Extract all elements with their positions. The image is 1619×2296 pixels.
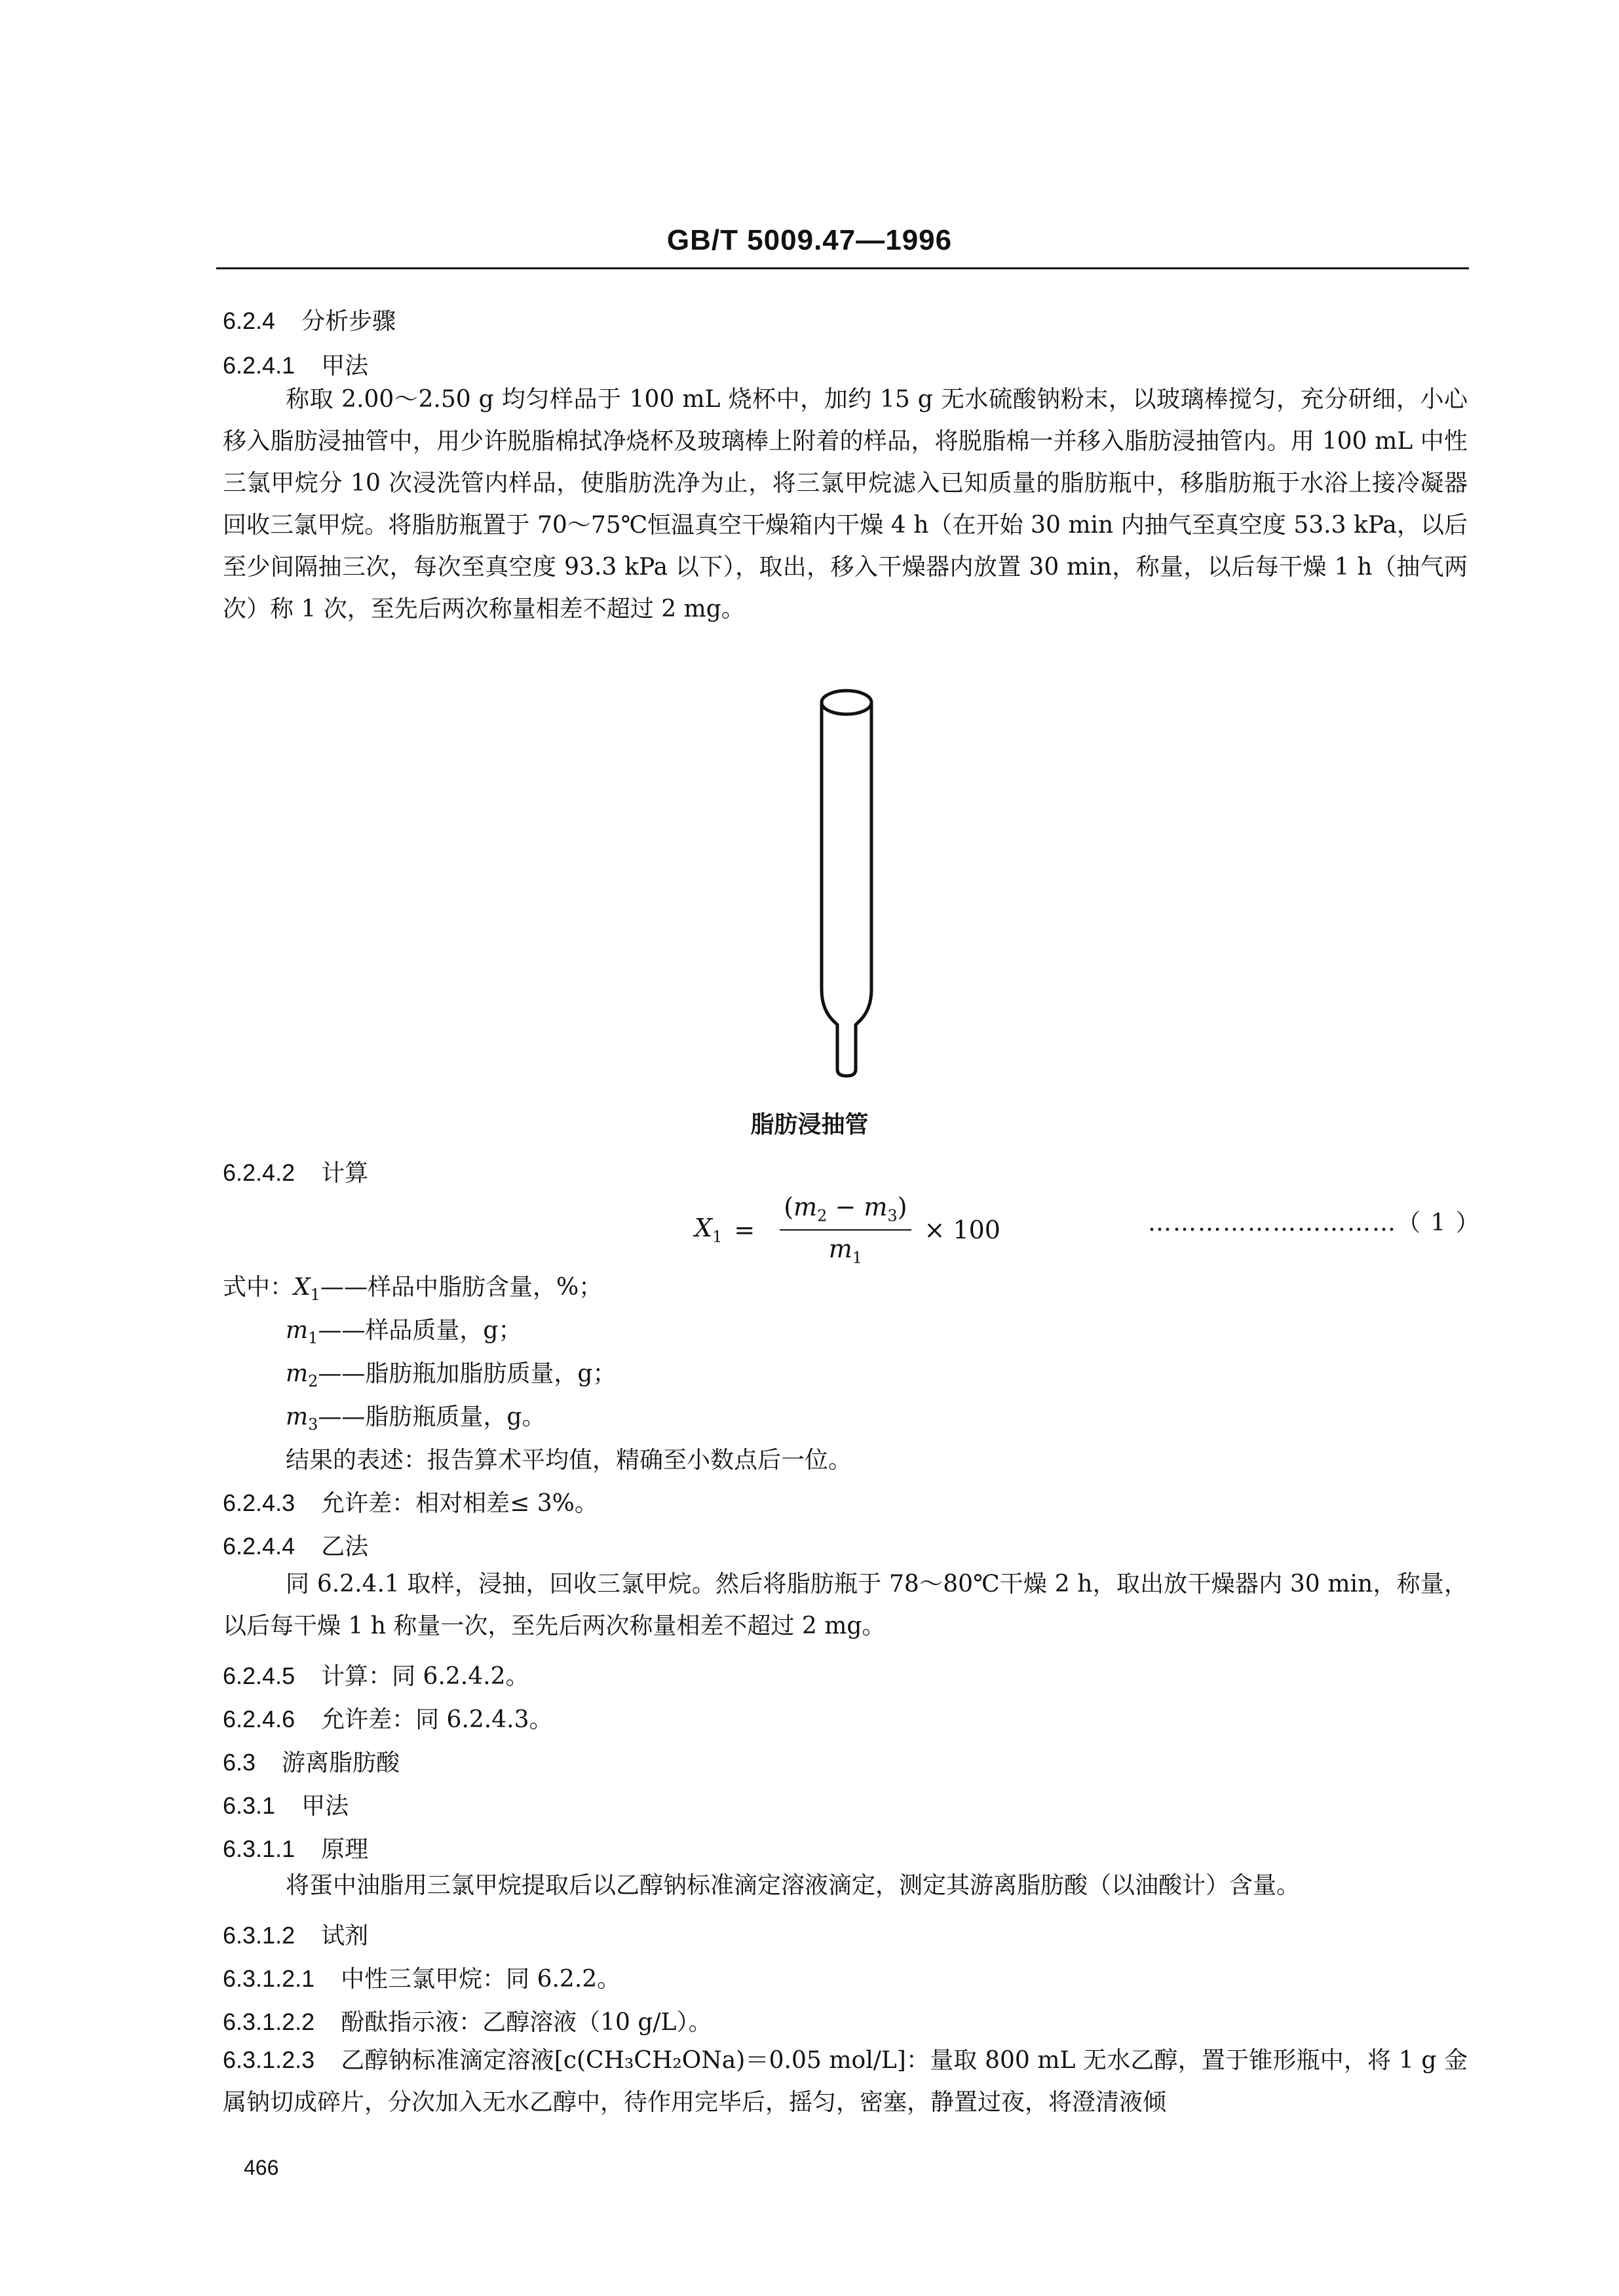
section-number: 6.2.4 [223,307,276,334]
formula-definition-x1: 式中：$X_1——$样品中脂肪含量，%； [223,1274,603,1305]
section-6-2-4-3: 6.2.4.3 允许差：相对相差≤ 3%。 [223,1489,598,1517]
section-6-2-4-1 [223,347,368,381]
section-6-2-4-6: 6.2.4.6 允许差：同 6.2.4.3。 [223,1706,553,1733]
result-statement: 结果的表述：报告算术平均值，精确至小数点后一位。 [286,1447,852,1474]
paragraph-method-b: 同 6.2.4.1 取样，浸抽，回收三氯甲烷。然后将脂肪瓶于 78～80℃干燥 2 h，取出放干燥器内 30 min，称量，以后每干燥 1 h 称量一次，至先后两次称量相差不超过 2 mg。 [223,1571,1468,1639]
section-6-3-1-1: 6.3.1.1 原理 [223,1835,369,1863]
paragraph-method-a: 称取 2.00～2.50 g 均匀样品于 100 mL 烧杯中，加约 15 g 无水硫酸钠粉末，以玻璃棒搅匀，充分研细，小心移入脂肪浸抽管中，用少许脱脂棉拭净烧杯及玻璃棒上附着的样品，将脱脂棉一并移入脂肪浸抽管内。用 100 mL 中性三氯甲烷分 10 次浸洗管内样品，使脂肪洗净为止，将三氯甲烷滤入已知质量的脂肪瓶中，移脂肪瓶于水浴上接冷凝器回收三氯甲烷。将脂肪瓶置于 70～75℃恒温真空干燥箱内干燥 4 h（在开始 30 min 内抽气至真空度 53.3 kPa，以后至少间隔抽三次，每次至真空度 93.3 kPa 以下），取出，移入干燥器内放置 30 min，称量，以后每干燥 1 h（抽气两次）称 1 次，至先后两次称量相差不超过 2 mg。 [223,386,1468,622]
formula-definition-m3: $m_3——$脂肪瓶质量，g。 [286,1404,546,1434]
extraction-tube-drawing [807,676,886,1085]
section-6-2-4 [223,303,396,336]
section-6-3: 6.3 游离脂肪酸 [223,1749,400,1776]
section-6-2-4-5: 6.2.4.5 计算：同 6.2.4.2。 [223,1662,529,1690]
formula-definition-m1: $m_1——$样品质量，g； [286,1317,522,1348]
paragraph-reagent-6-3-1-2-3: 6.3.1.2.3 乙醇钠标准滴定溶液[c(CH₃CH₂ONa)＝0.05 mol/L]：量取 800 mL 无水乙醇，置于锥形瓶中，将 1 g 金属钠切成碎片，分次加入无水乙醇中，待作用完毕后，摇匀，密塞，静置过夜，将澄清液倾 [223,2046,1468,2116]
section-6-2-4-2 [223,1155,368,1188]
section-number: 6.2.4.1 [223,352,295,379]
page-header: GB/T 5009.47—1996 [666,224,953,256]
section-6-2-4-4: 6.2.4.4 乙法 [223,1533,369,1560]
section-title: 甲法 [321,353,369,379]
section-number: 6.2.4.2 [223,1159,295,1186]
section-6-3-1-2-2: 6.3.1.2.2 酚酞指示液：乙醇溶液（10 g/L）。 [223,2008,712,2036]
section-title: 分析步骤 [301,308,396,335]
formula-fraction: $\frac{(m_2 - m_3)}{m_1}$ [780,1193,911,1267]
header-rule [216,267,1469,269]
page-number: 466 [244,2156,279,2179]
formula-1: $X_1$ = $\frac{(m_2 - m_3)}{m_1}$ × 100 [695,1193,1000,1267]
section-title: 计算 [321,1160,369,1187]
section-6-3-1-2-1: 6.3.1.2.1 中性三氯甲烷：同 6.2.2。 [223,1965,621,1993]
paragraph-principle: 将蛋中油脂用三氯甲烷提取后以乙醇钠标准滴定溶液滴定，测定其游离脂肪酸（以油酸计）含量。 [286,1872,1301,1899]
section-6-3-1: 6.3.1 甲法 [223,1792,349,1820]
equation-number: …………………………（ 1 ） [1148,1210,1481,1236]
formula-definition-m2: $m_2——$脂肪瓶加脂肪质量，g； [286,1360,617,1391]
section-6-3-1-2: 6.3.1.2 试剂 [223,1922,369,1949]
figure-caption: 脂肪浸抽管 [750,1111,869,1138]
